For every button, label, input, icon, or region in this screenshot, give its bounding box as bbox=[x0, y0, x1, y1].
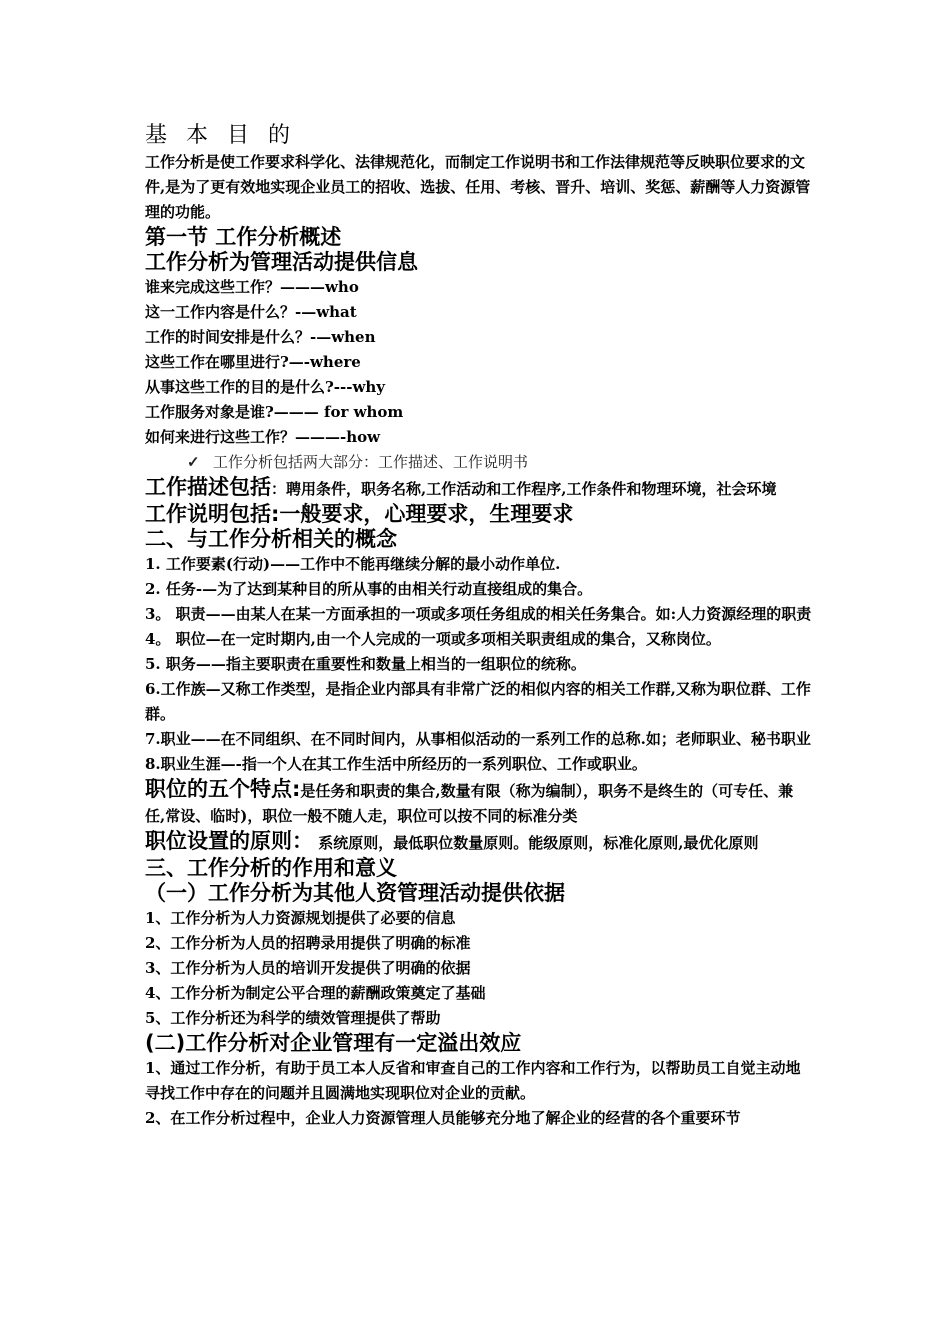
question-why: 从事这些工作的目的是什么?---why bbox=[145, 378, 386, 396]
position-principles bbox=[145, 829, 813, 856]
concept-item: 8.职业生涯—-指一个人在其工作生活中所经历的一系列职位、工作或职业。 bbox=[145, 755, 647, 773]
checkmark-icon: ✓ bbox=[187, 453, 200, 471]
section2-heading: 二、与工作分析相关的概念 bbox=[145, 527, 397, 551]
role-item: 2、工作分析为人员的招聘录用提供了明确的标准 bbox=[145, 934, 471, 952]
spillover-item: 2、在工作分析过程中，企业人力资源管理人员能够充分地了解企业的经营的各个重要环节 bbox=[145, 1109, 741, 1127]
question-how: 如何来进行这些工作？———-how bbox=[145, 428, 381, 446]
question-when: 工作的时间安排是什么？-—when bbox=[145, 328, 376, 346]
section1-heading: 第一节 工作分析概述 bbox=[145, 225, 342, 249]
position-features bbox=[145, 777, 813, 829]
section1-subheading: 工作分析为管理活动提供信息 bbox=[145, 250, 418, 274]
question-for-whom: 工作服务对象是谁?——— for whom bbox=[145, 403, 404, 421]
job-description-label: 工作描述包括 bbox=[145, 475, 271, 499]
intro-paragraph: 工作分析是使工作要求科学化、法律规范化，而制定工作说明书和工作法律规范等反映职位要求的文件,是为了更有效地实现企业员工的招收、选拔、任用、考核、晋升、培训、奖惩、薪酬等人力资源管理的功能。 bbox=[145, 153, 811, 221]
position-features-label: 职位的五个特点: bbox=[145, 777, 301, 801]
section3-subheading-2: (二)工作分析对企业管理有一定溢出效应 bbox=[145, 1031, 522, 1055]
role-item: 3、工作分析为人员的培训开发提供了明确的依据 bbox=[145, 959, 471, 977]
checklist-text: 工作分析包括两大部分：工作描述、工作说明书 bbox=[213, 453, 529, 471]
section3-heading: 三、工作分析的作用和意义 bbox=[145, 856, 397, 880]
doc-title: 基 本 目 的 bbox=[145, 123, 296, 148]
job-description-line bbox=[145, 475, 813, 502]
question-what: 这一工作内容是什么？-—what bbox=[145, 303, 357, 321]
concept-item: 4。 职位—在一定时期内,由一个人完成的一项或多项相关职责组成的集合，又称岗位。 bbox=[145, 630, 721, 648]
role-item: 4、工作分析为制定公平合理的薪酬政策奠定了基础 bbox=[145, 984, 486, 1002]
concept-item: 5. 职务——指主要职责在重要性和数量上相当的一组职位的统称。 bbox=[145, 655, 586, 673]
position-principles-label: 职位设置的原则： bbox=[145, 829, 313, 853]
concept-item: 6.工作族—又称工作类型，是指企业内部具有非常广泛的相似内容的相关工作群,又称为职位群、工作群。 bbox=[145, 680, 811, 723]
role-item: 1、工作分析为人力资源规划提供了必要的信息 bbox=[145, 909, 456, 927]
spillover-item: 1、通过工作分析，有助于员工本人反省和审查自己的工作内容和工作行为，以帮助员工自觉主动地寻找工作中存在的问题并且圆满地实现职位对企业的贡献。 bbox=[145, 1059, 801, 1102]
concept-item: 1. 工作要素(行动)——工作中不能再继续分解的最小动作单位. bbox=[145, 555, 561, 573]
section3-subheading-1: （一）工作分析为其他人资管理活动提供依据 bbox=[145, 881, 565, 905]
role-item: 5、工作分析还为科学的绩效管理提供了帮助 bbox=[145, 1009, 441, 1027]
job-description-text: ：聘用条件，职务名称,工作活动和工作程序,工作条件和物理环境，社会环境 bbox=[271, 480, 777, 498]
concept-item: 7.职业——在不同组织、在不同时间内，从事相似活动的一系列工作的总称.如；老师职业、秘书职业 bbox=[145, 730, 811, 748]
checklist-item bbox=[145, 450, 813, 475]
job-spec-line: 工作说明包括:一般要求，心理要求，生理要求 bbox=[145, 502, 574, 526]
concept-item: 2. 任务-—为了达到某种目的所从事的由相关行动直接组成的集合。 bbox=[145, 580, 593, 598]
position-principles-text: 系统原则，最低职位数量原则。能级原则，标准化原则,最优化原则 bbox=[313, 834, 759, 852]
document-body bbox=[145, 122, 813, 1131]
concept-item: 3。 职责——由某人在某一方面承担的一项或多项任务组成的相关任务集合。如:人力资源经理的职责 bbox=[145, 605, 812, 623]
question-who: 谁来完成这些工作？———who bbox=[145, 278, 359, 296]
question-where: 这些工作在哪里进行?—-where bbox=[145, 353, 361, 371]
position-features-text: 是任务和职责的集合,数量有限（称为编制），职务不是终生的（可专任、兼任,常设、临时)，职位一般不随人走，职位可以按不同的标准分类 bbox=[145, 782, 794, 825]
